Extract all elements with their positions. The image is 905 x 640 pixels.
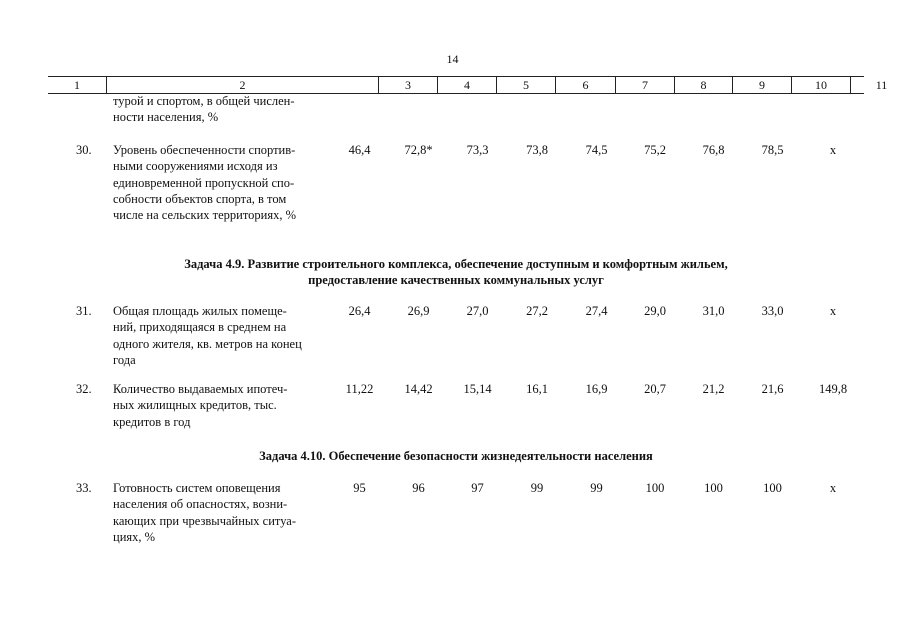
- page-number: 14: [446, 52, 459, 66]
- continuation-text: [113, 93, 327, 126]
- value-col-9: 21,2: [702, 382, 725, 396]
- task-heading-line: предоставление качественных коммунальных услуг: [308, 273, 604, 287]
- value-col-4: 14,42: [404, 382, 433, 396]
- description-line: Количество выдаваемых ипотеч-: [113, 382, 288, 396]
- header-col-11: 11: [850, 77, 905, 93]
- value-col-10: 21,6: [761, 382, 784, 396]
- value-col-11: x: [829, 481, 837, 495]
- description-line: собности объектов спорта, в том: [113, 191, 287, 206]
- description-line: турой и спортом, в общей числен-: [113, 94, 295, 108]
- description-line: кающих при чрезвычайных ситуа-: [113, 513, 297, 528]
- description-line: Уровень обеспеченности спортив-: [113, 143, 296, 157]
- value-col-3: 11,22: [345, 382, 374, 396]
- task-heading-line: Задача 4.9. Развитие строительного комплекса, обеспечение доступным и комфортным жильем,: [184, 257, 728, 271]
- task-heading-line: Задача 4.10. Обеспечение безопасности жизнедеятельности населения: [259, 449, 653, 463]
- value-col-4: 26,9: [407, 304, 430, 318]
- row-description: [113, 381, 327, 430]
- value-col-7: 16,9: [585, 382, 608, 396]
- header-col-1: 1: [74, 78, 80, 92]
- value-col-5: 73,3: [466, 143, 489, 157]
- description-line: кредитов в год: [113, 414, 191, 429]
- description-line: ний, приходящаяся в среднем на: [113, 320, 287, 335]
- description-line: года: [113, 352, 136, 367]
- description-line: Общая площадь жилых помеще-: [113, 304, 287, 318]
- value-col-9: 31,0: [702, 304, 725, 318]
- header-col-6: 6: [555, 77, 615, 93]
- value-col-3: 26,4: [348, 304, 371, 318]
- description-line: Готовность систем оповещения: [113, 481, 281, 495]
- task-heading: [48, 256, 864, 288]
- value-col-11: 149,8: [818, 382, 848, 396]
- value-col-9: 76,8: [702, 143, 725, 157]
- table-header-row: [48, 76, 888, 94]
- value-col-6: 27,2: [526, 304, 548, 318]
- header-col-4: 4: [437, 77, 496, 93]
- value-col-8: 29,0: [644, 304, 666, 318]
- value-col-9: 100: [704, 481, 723, 495]
- description-line: числе на сельских территориях, %: [113, 208, 297, 223]
- value-col-6: 99: [530, 481, 544, 495]
- value-col-4: 96: [412, 481, 425, 495]
- row-number: 30.: [76, 143, 92, 157]
- value-col-5: 27,0: [466, 304, 489, 318]
- header-col-3: 3: [378, 77, 437, 93]
- row-description: [113, 142, 327, 223]
- row-number: 33.: [76, 481, 92, 495]
- value-col-6: 73,8: [526, 143, 548, 157]
- value-col-10: 33,0: [761, 304, 784, 318]
- header-col-9: 9: [732, 77, 791, 93]
- value-col-8: 20,7: [644, 382, 666, 396]
- description-line: населения об опасностях, возни-: [113, 497, 288, 512]
- value-col-3: 95: [353, 481, 366, 495]
- value-col-5: 15,14: [463, 382, 492, 396]
- value-col-11: x: [829, 143, 837, 157]
- row-description: [113, 303, 327, 368]
- value-col-11: x: [829, 304, 837, 318]
- header-col-8: 8: [674, 77, 732, 93]
- value-col-4: 72,8*: [404, 143, 433, 157]
- task-heading: [48, 448, 864, 464]
- value-col-8: 75,2: [644, 143, 666, 157]
- value-col-6: 16,1: [526, 382, 548, 396]
- header-col-5: 5: [496, 77, 555, 93]
- value-col-7: 27,4: [585, 304, 608, 318]
- description-line: ными сооружениями исходя из: [113, 159, 278, 174]
- description-line: единовременной пропускной спо-: [113, 175, 295, 190]
- header-col-10: 10: [791, 77, 850, 93]
- value-col-10: 100: [763, 481, 782, 495]
- value-col-3: 46,4: [348, 143, 371, 157]
- header-col-7: 7: [615, 77, 674, 93]
- value-col-7: 99: [590, 481, 603, 495]
- row-number: 31.: [76, 304, 92, 318]
- description-line: ных жилищных кредитов, тыс.: [113, 398, 277, 413]
- row-description: [113, 480, 327, 545]
- header-col-2: 2: [106, 77, 378, 93]
- value-col-7: 74,5: [585, 143, 608, 157]
- description-line: ности населения, %: [113, 110, 219, 125]
- description-line: одного жителя, кв. метров на конец: [113, 336, 302, 351]
- row-number: 32.: [76, 382, 92, 396]
- value-col-10: 78,5: [761, 143, 784, 157]
- value-col-8: 100: [645, 481, 665, 495]
- description-line: циях, %: [113, 529, 156, 544]
- value-col-5: 97: [471, 481, 484, 495]
